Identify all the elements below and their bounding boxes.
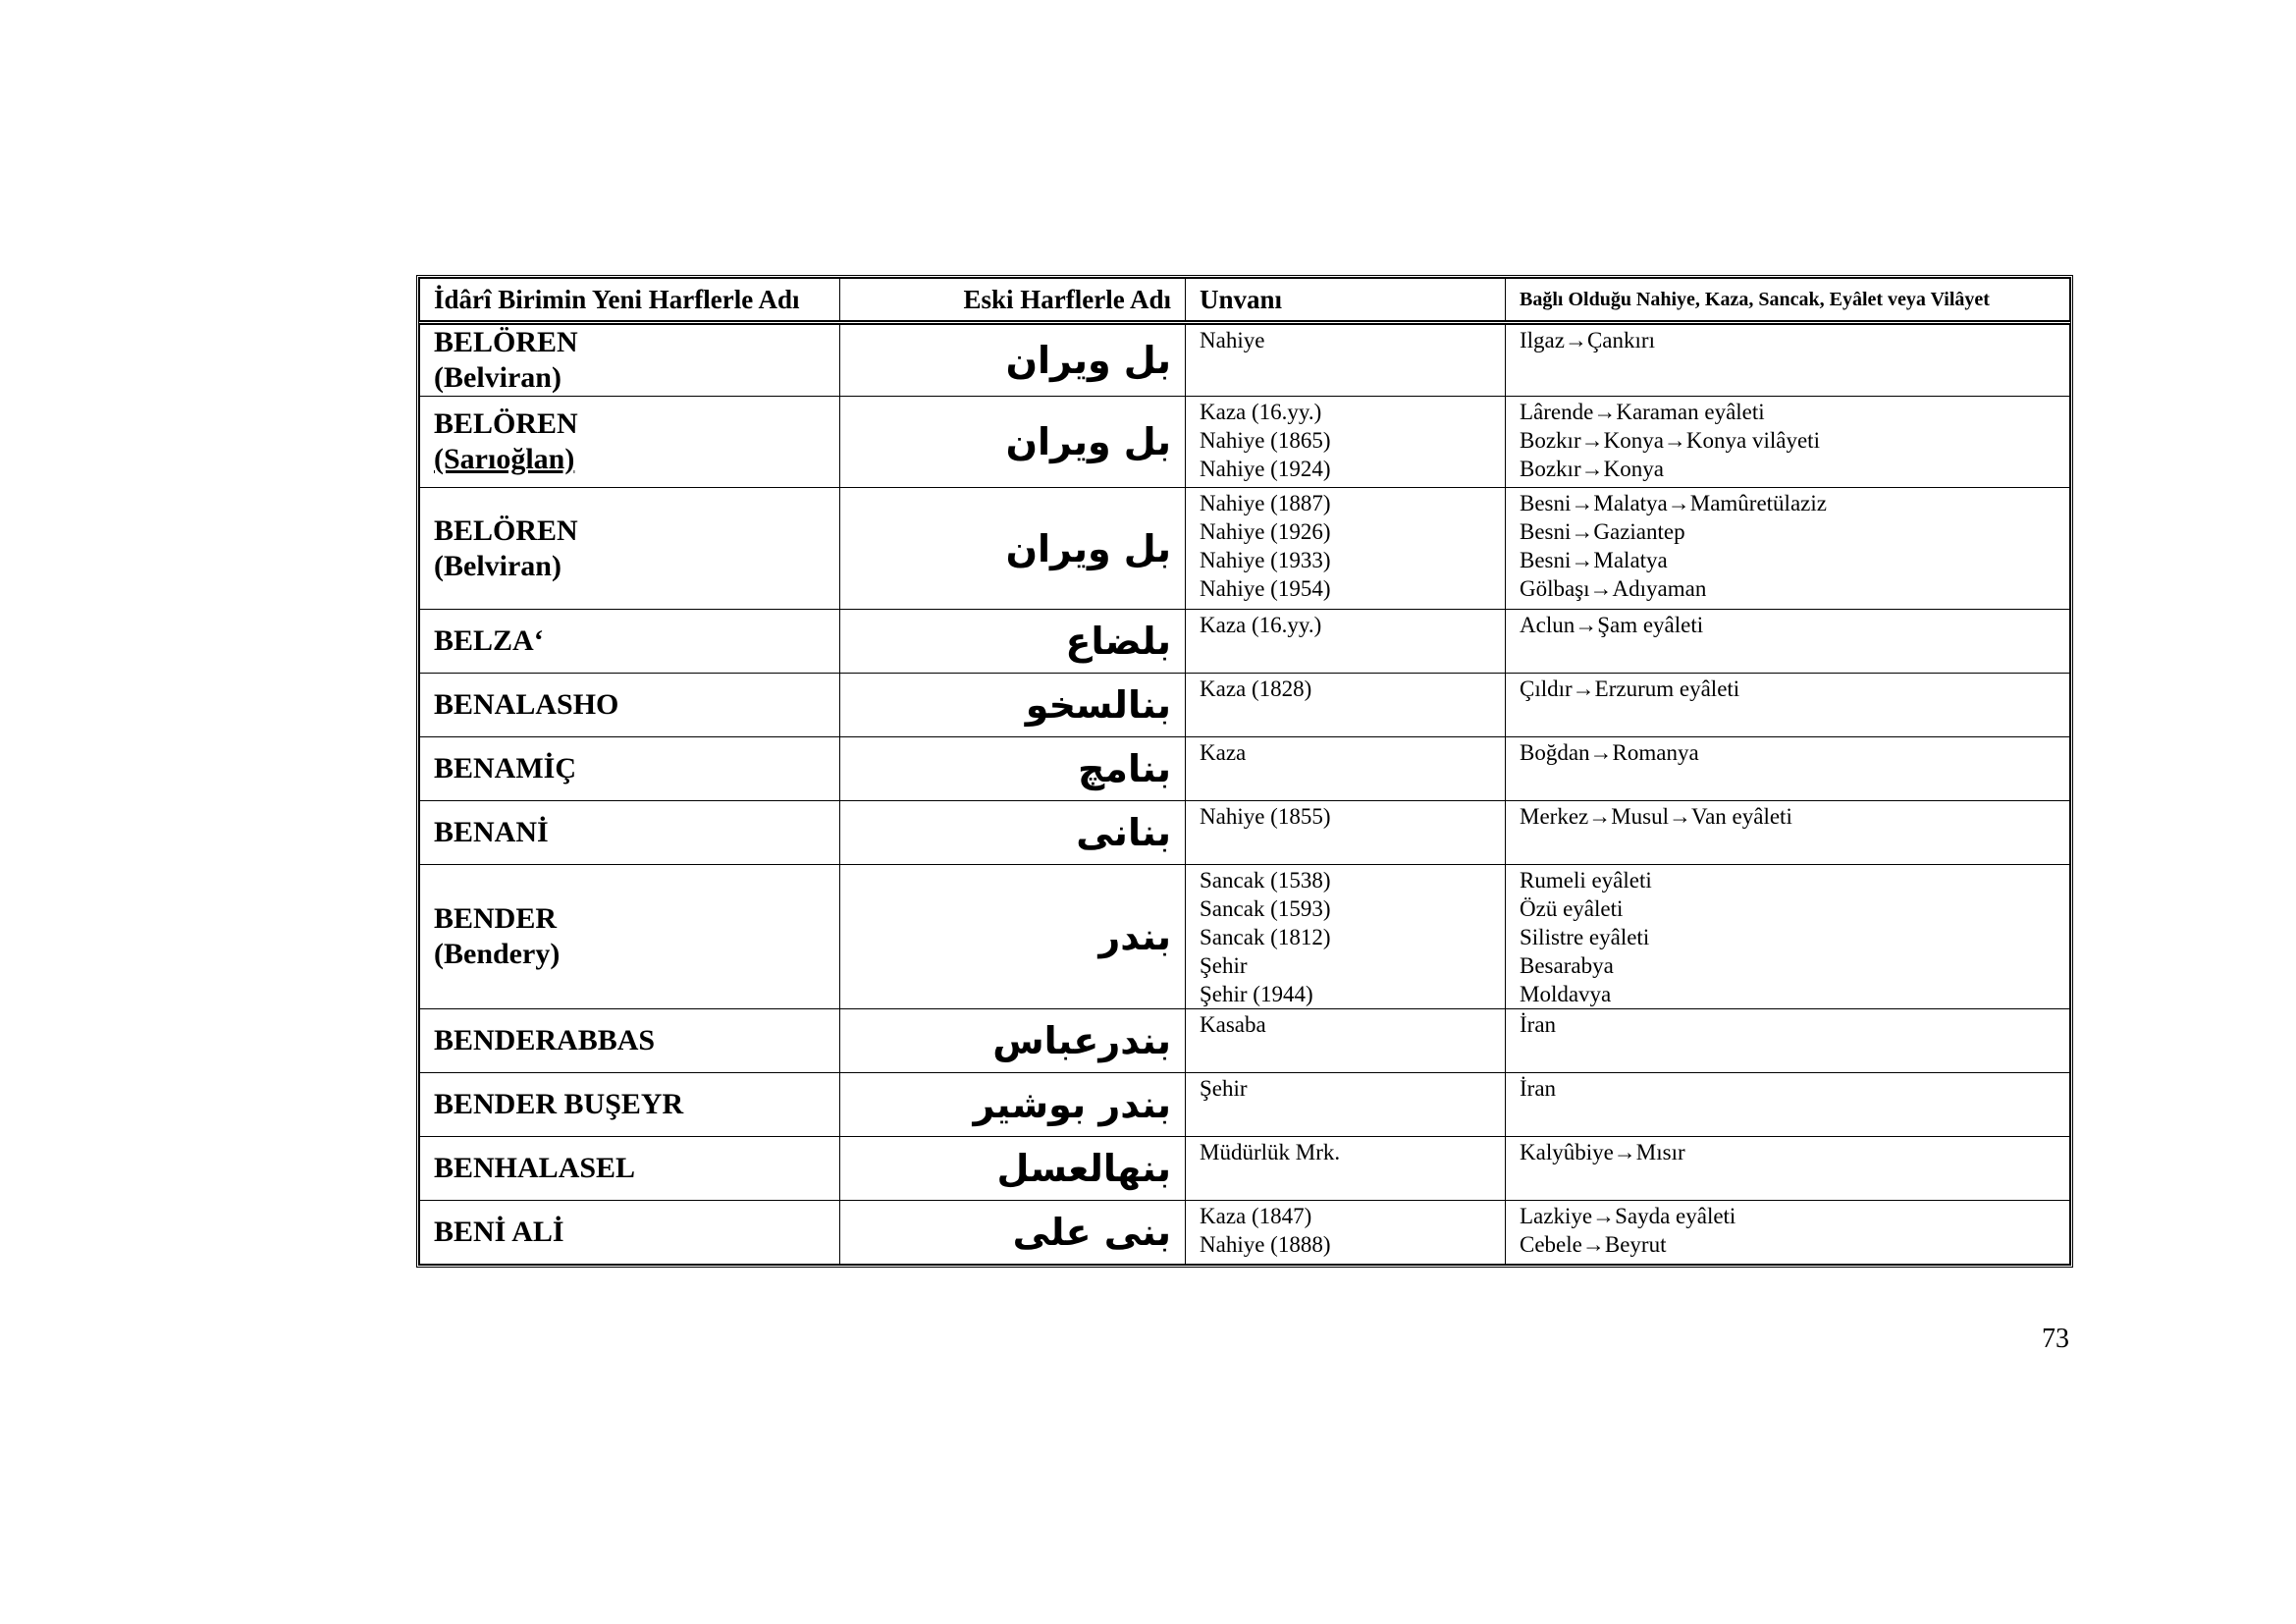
unit-title-cell xyxy=(1186,737,1506,801)
ottoman-name: بنامچ xyxy=(840,737,1186,801)
ottoman-name: بل ويران xyxy=(840,323,1186,397)
unit-title-cell xyxy=(1186,1009,1506,1073)
unit-alt-name: (Belviran) xyxy=(434,549,561,582)
unit-name-cell xyxy=(420,674,840,737)
affiliation-cell xyxy=(1506,1137,2070,1201)
unit-title: Kaza (1828) xyxy=(1200,677,1312,701)
unit-alt-name: (Sarıoğlan) xyxy=(434,443,575,475)
affiliation-cell xyxy=(1506,1073,2070,1137)
affiliation: Kalyûbiye→Mısır xyxy=(1520,1140,1685,1164)
affiliation: Aclun→Şam eyâleti xyxy=(1520,613,1704,637)
unit-name: BENHALASEL xyxy=(434,1152,636,1184)
unit-title: Sancak (1538) xyxy=(1200,868,1331,893)
unit-title: Nahiye (1855) xyxy=(1200,804,1331,829)
affiliation: Merkez→Musul→Van eyâleti xyxy=(1520,804,1792,829)
unit-name-cell xyxy=(420,865,840,1009)
affiliation: Gölbaşı→Adıyaman xyxy=(1520,576,1707,601)
unit-name: BENDER xyxy=(434,902,558,935)
unit-name-cell xyxy=(420,488,840,610)
unit-title: Kaza (1847) xyxy=(1200,1204,1312,1228)
affiliation-cell xyxy=(1506,397,2070,488)
ottoman-name: بل ويران xyxy=(840,488,1186,610)
affiliation: Bozkır→Konya xyxy=(1520,457,1664,481)
unit-name: BENAMİÇ xyxy=(434,752,577,785)
table-row xyxy=(420,801,2070,865)
unit-name-cell xyxy=(420,610,840,674)
unit-title: Nahiye (1865) xyxy=(1200,428,1331,453)
ottoman-name: بلضاع xyxy=(840,610,1186,674)
affiliation-cell xyxy=(1506,610,2070,674)
affiliation-cell xyxy=(1506,801,2070,865)
table-body xyxy=(420,323,2070,1265)
unit-title: Nahiye (1924) xyxy=(1200,457,1331,481)
unit-name: BELÖREN xyxy=(434,326,578,358)
unit-title-cell xyxy=(1186,323,1506,397)
unit-title: Nahiye xyxy=(1200,328,1265,352)
affiliation-cell xyxy=(1506,1201,2070,1265)
unit-name: BENANİ xyxy=(434,816,549,848)
ottoman-name: بندر xyxy=(840,865,1186,1009)
unit-title: Şehir (1944) xyxy=(1200,982,1313,1006)
unit-title: Nahiye (1933) xyxy=(1200,548,1331,572)
affiliation: Besni→Gaziantep xyxy=(1520,519,1685,544)
unit-title: Kasaba xyxy=(1200,1012,1266,1037)
table-row xyxy=(420,1137,2070,1201)
unit-title: Nahiye (1887) xyxy=(1200,491,1331,515)
table-row xyxy=(420,674,2070,737)
unit-name: BENİ ALİ xyxy=(434,1216,564,1248)
unit-title-cell xyxy=(1186,1201,1506,1265)
ottoman-name: بنانى xyxy=(840,801,1186,865)
affiliation: Cebele→Beyrut xyxy=(1520,1232,1667,1257)
ottoman-name: بنهالعسل xyxy=(840,1137,1186,1201)
unit-name-cell xyxy=(420,397,840,488)
table-row xyxy=(420,397,2070,488)
unit-title-cell xyxy=(1186,801,1506,865)
affiliation: Moldavya xyxy=(1520,982,1612,1006)
affiliation-cell xyxy=(1506,488,2070,610)
ottoman-name: بنى على xyxy=(840,1201,1186,1265)
table-row xyxy=(420,1201,2070,1265)
unit-title-cell xyxy=(1186,865,1506,1009)
affiliation-cell xyxy=(1506,674,2070,737)
unit-title: Kaza xyxy=(1200,740,1247,765)
unit-title: Sancak (1593) xyxy=(1200,896,1331,921)
unit-title-cell xyxy=(1186,1137,1506,1201)
unit-title: Şehir xyxy=(1200,953,1248,978)
header-new-name: İdârî Birimin Yeni Harflerle Adı xyxy=(420,279,840,323)
unit-title-cell xyxy=(1186,397,1506,488)
header-row xyxy=(420,279,2070,323)
affiliation: Besni→Malatya→Mamûretülaziz xyxy=(1520,491,1827,515)
unit-title-cell xyxy=(1186,1073,1506,1137)
unit-title-cell xyxy=(1186,488,1506,610)
page-number: 73 xyxy=(2042,1324,2069,1354)
affiliation: Çıldır→Erzurum eyâleti xyxy=(1520,677,1740,701)
unit-name: BELZA‘ xyxy=(434,624,544,657)
affiliation-cell xyxy=(1506,323,2070,397)
affiliation: İran xyxy=(1520,1012,1557,1037)
affiliation: Lazkiye→Sayda eyâleti xyxy=(1520,1204,1736,1228)
header-old-name: Eski Harflerle Adı xyxy=(840,279,1186,323)
table-row xyxy=(420,610,2070,674)
affiliation-cell xyxy=(1506,865,2070,1009)
unit-title: Sancak (1812) xyxy=(1200,925,1331,949)
table-row xyxy=(420,1073,2070,1137)
affiliation: Özü eyâleti xyxy=(1520,896,1624,921)
affiliation: Ilgaz→Çankırı xyxy=(1520,328,1655,352)
unit-name: BENDER BUŞEYR xyxy=(434,1088,684,1120)
table-row xyxy=(420,323,2070,397)
unit-title: Müdürlük Mrk. xyxy=(1200,1140,1341,1164)
affiliation-cell xyxy=(1506,1009,2070,1073)
ottoman-name: بنالسخو xyxy=(840,674,1186,737)
affiliation: Bozkır→Konya→Konya vilâyeti xyxy=(1520,428,1820,453)
affiliation-cell xyxy=(1506,737,2070,801)
table-row xyxy=(420,865,2070,1009)
unit-alt-name: (Bendery) xyxy=(434,938,561,970)
affiliation: Rumeli eyâleti xyxy=(1520,868,1652,893)
ottoman-name: بندر بوشير xyxy=(840,1073,1186,1137)
affiliation: İran xyxy=(1520,1076,1557,1101)
unit-title: Kaza (16.yy.) xyxy=(1200,613,1322,637)
unit-alt-name: (Belviran) xyxy=(434,361,561,394)
admin-units-table xyxy=(419,278,2070,1265)
header-affiliation: Bağlı Olduğu Nahiye, Kaza, Sancak, Eyâlet veya Vilâyet xyxy=(1506,279,2070,323)
table-row xyxy=(420,737,2070,801)
unit-name: BENALASHO xyxy=(434,688,619,721)
unit-title: Nahiye (1954) xyxy=(1200,576,1331,601)
unit-title-cell xyxy=(1186,610,1506,674)
ottoman-name: بل ويران xyxy=(840,397,1186,488)
unit-name-cell xyxy=(420,737,840,801)
unit-title: Kaza (16.yy.) xyxy=(1200,400,1322,424)
table-row xyxy=(420,1009,2070,1073)
table-row xyxy=(420,488,2070,610)
unit-name-cell xyxy=(420,1073,840,1137)
affiliation: Besarabya xyxy=(1520,953,1614,978)
affiliation: Boğdan→Romanya xyxy=(1520,740,1699,765)
unit-title-cell xyxy=(1186,674,1506,737)
gazetteer-table xyxy=(416,275,2073,1268)
unit-name: BELÖREN xyxy=(434,514,578,547)
affiliation: Lârende→Karaman eyâleti xyxy=(1520,400,1765,424)
unit-title: Nahiye (1926) xyxy=(1200,519,1331,544)
unit-name: BELÖREN xyxy=(434,407,578,440)
unit-name-cell xyxy=(420,1009,840,1073)
unit-name-cell xyxy=(420,1137,840,1201)
unit-title: Şehir xyxy=(1200,1076,1248,1101)
ottoman-name: بندرعباس xyxy=(840,1009,1186,1073)
affiliation: Besni→Malatya xyxy=(1520,548,1668,572)
unit-name-cell xyxy=(420,801,840,865)
unit-name: BENDERABBAS xyxy=(434,1024,656,1056)
header-title: Unvanı xyxy=(1186,279,1506,323)
unit-title: Nahiye (1888) xyxy=(1200,1232,1331,1257)
unit-name-cell xyxy=(420,1201,840,1265)
unit-name-cell xyxy=(420,323,840,397)
affiliation: Silistre eyâleti xyxy=(1520,925,1650,949)
